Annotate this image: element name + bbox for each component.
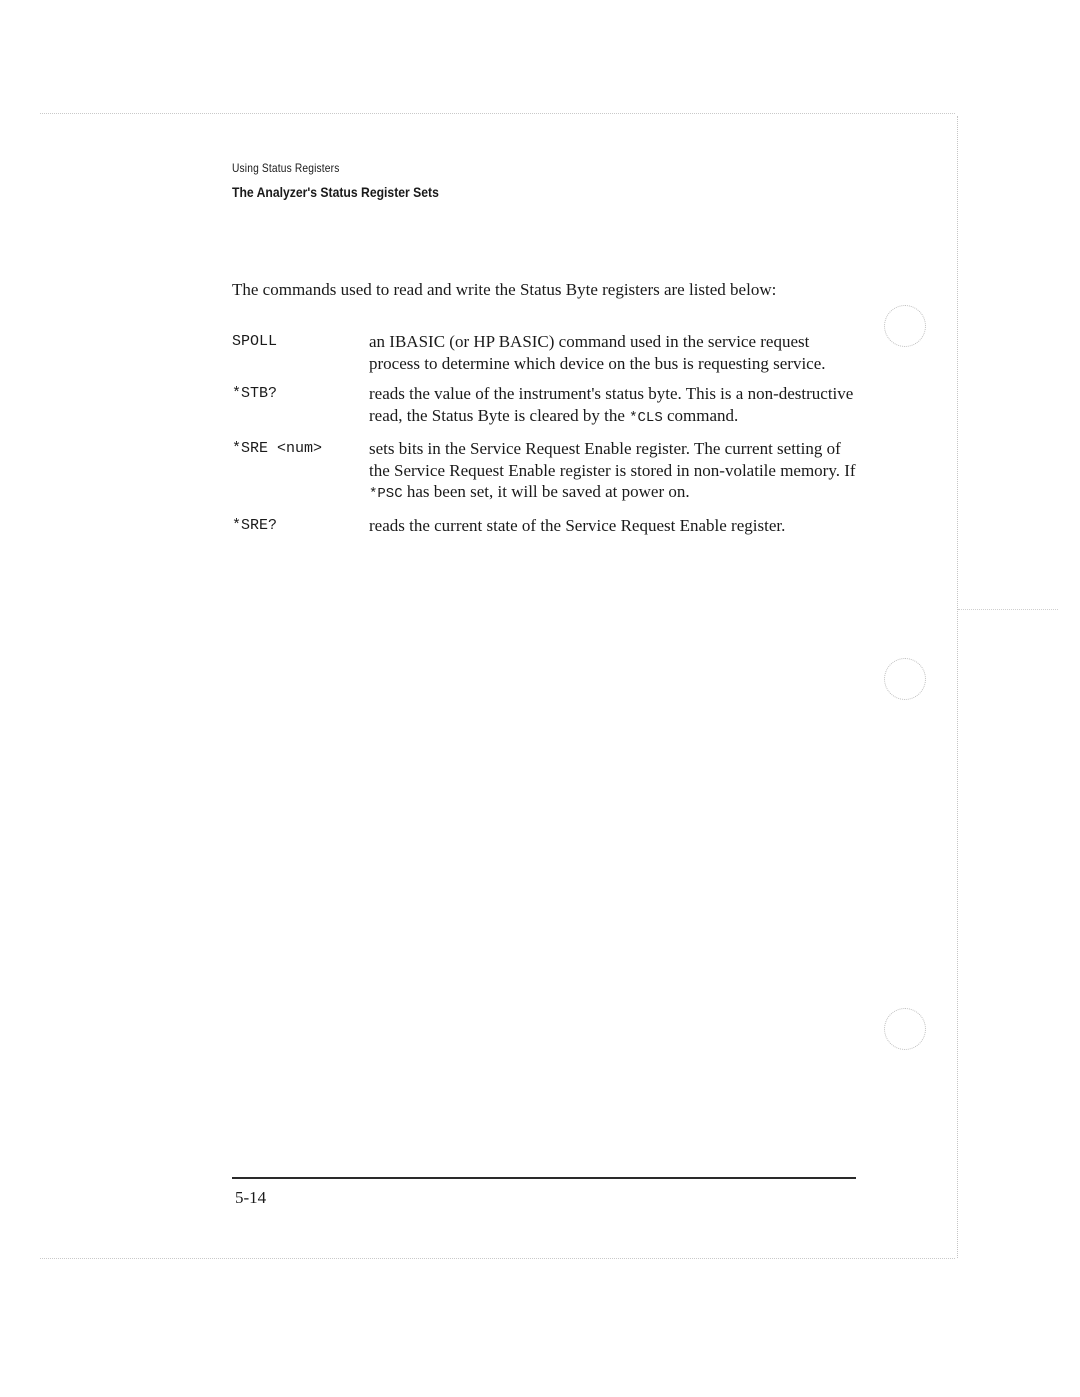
command-row-sre [232, 438, 862, 506]
footer-rule [232, 1177, 856, 1179]
command-row-sre-query [232, 515, 862, 537]
command-definition [369, 383, 859, 429]
punch-hole [884, 305, 926, 347]
punch-hole [884, 658, 926, 700]
definition-text: sets bits in the Service Request Enable register. The current setting of the Service Request Enable register is stored in non-volatile memory. If [369, 439, 856, 480]
command-definition [369, 438, 859, 506]
command-row-stb [232, 383, 862, 429]
scan-edge-right [957, 116, 958, 1258]
intro-paragraph: The commands used to read and write the Status Byte registers are listed below: [232, 280, 777, 299]
command-definition: reads the current state of the Service Request Enable register. [369, 515, 786, 535]
command-definition: an IBASIC (or HP BASIC) command used in the service request process to determine which device on the bus is requesting service. [369, 332, 826, 373]
scan-edge-side [958, 609, 1058, 610]
command-row-spoll [232, 331, 862, 374]
command-term: *SRE? [232, 516, 278, 534]
inline-code: *CLS [629, 409, 663, 426]
running-head: Using Status Registers [232, 161, 340, 175]
definition-text: command. [662, 405, 739, 425]
command-term: *STB? [232, 385, 278, 402]
definition-text: reads the value of the instrument's status byte. This is a non-destructive read, the Status Byte is cleared by the [369, 384, 854, 425]
section-title: The Analyzer's Status Register Sets [232, 184, 439, 200]
definition-text: has been set, it will be saved at power on. [402, 482, 690, 501]
page-number: 5-14 [235, 1188, 267, 1207]
scan-edge-bottom [40, 1258, 955, 1259]
command-term: *SRE <num> [232, 440, 323, 457]
inline-code: *PSC [369, 486, 403, 502]
command-list [232, 331, 862, 546]
scan-edge-top [40, 113, 955, 114]
punch-hole [884, 1008, 926, 1050]
command-term: SPOLL [232, 333, 278, 350]
